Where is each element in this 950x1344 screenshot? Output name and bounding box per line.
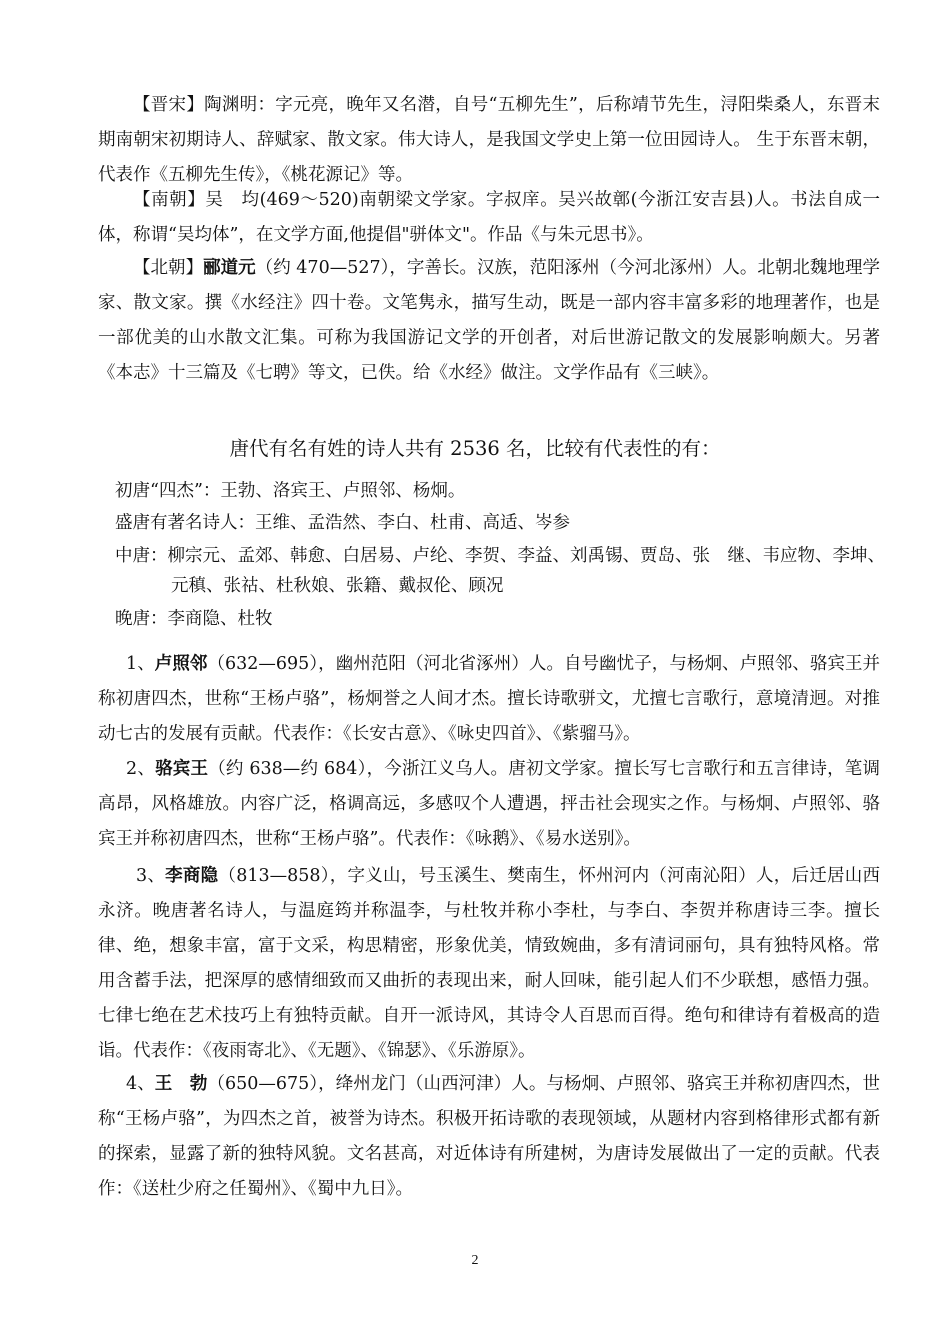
group-names: 柳宗元、孟郊、韩愈、白居易、卢纶、李贺、李益、刘禹锡、贾岛、张 继、韦应物、李坤、元稹、张祜、杜秋娘、张籍、戴叔伦、顾况: [167, 546, 885, 596]
poet-text: （632—695），幽州范阳（河北省涿州）人。自号幽忧子，与杨炯、卢照邻、骆宾王并称初唐四杰，世称“王杨卢骆”，杨炯誉之人间才杰。擅长诗歌骈文，尤擅七言歌行，意境清迥。对推动七古的发展有贡献。代表作：《长安古意》、《咏史四首》、《紫骝马》。: [98, 654, 881, 744]
poet-name: 陶渊明: [204, 95, 258, 115]
poet-name: 吴 均: [205, 190, 260, 210]
group-names: 李商隐、杜牧: [167, 609, 273, 629]
poet-text: （约 638—约 684），今浙江义乌人。唐初文学家。擅长写七言歌行和五言律诗，笔调高昂，风格雄放。内容广泛，格调高远，多感叹个人遭遇，抨击社会现实之作。与杨炯、卢照邻、骆宾王并称初唐四杰，世称“王杨卢骆”。代表作：《咏鹅》、《易水送别》。: [98, 759, 880, 849]
group-late-tang: [115, 604, 885, 634]
intro-text: ：字元亮，晚年又名潜，自号“五柳先生”，后称靖节先生，浔阳柴桑人，东晋末期南朝宋初期诗人、辞赋家、散文家。伟大诗人，是我国文学史上第一位田园诗人。 生于东晋末朝，代表作《五柳先生传》，《桃花源记》等。: [98, 95, 881, 185]
poet-name: 骆宾王: [155, 759, 209, 779]
intro-paragraph-jinsong: [98, 88, 880, 193]
entry-number: 4、: [126, 1074, 155, 1094]
group-early-tang: [115, 476, 885, 506]
intro-paragraph-nanchao: [98, 183, 880, 253]
group-label: 初唐“四杰”：: [115, 481, 221, 501]
intro-paragraph-beichao: [98, 251, 880, 391]
poet-name: 卢照邻: [154, 654, 208, 674]
dynasty-tag: 【南朝】: [133, 190, 206, 210]
group-mid-tang: [115, 541, 885, 601]
intro-text: (469～520)南朝梁文学家。字叔庠。吴兴故鄣(今浙江安吉县)人。书法自成一体，称谓“吴均体”，在文学方面,他提倡"骈体文"。作品《与朱元思书》。: [98, 190, 881, 245]
intro-text: （约 470—527），字善长。汉族，范阳涿州（今河北涿州）人。北朝北魏地理学家、散文家。撰《水经注》四十卷。文笔隽永，描写生动，既是一部内容丰富多彩的地理著作，也是一部优美的山水散文汇集。可称为我国游记文学的开创者，对后世游记散文的发展影响颇大。另著《本志》十三篇及《七聘》等文，已佚。给《水经》做注。文学作品有《三峡》。: [98, 258, 881, 383]
poet-entry-2: [98, 752, 880, 857]
tang-heading: 唐代有名有姓的诗人共有 2536 名，比较有代表性的有：: [229, 437, 721, 460]
entry-number: 1、: [126, 654, 155, 674]
group-label: 盛唐有著名诗人：: [115, 513, 255, 533]
dynasty-tag: 【北朝】: [133, 258, 204, 278]
poet-name: 李商隐: [165, 866, 219, 886]
entry-number: 2、: [126, 759, 156, 779]
dynasty-tag: 【晋宋】: [133, 95, 205, 115]
entry-number: 3、: [136, 866, 166, 886]
group-high-tang: [115, 508, 885, 538]
poet-text: （650—675），绛州龙门（山西河津）人。与杨炯、卢照邻、骆宾王并称初唐四杰，世称“王杨卢骆”，为四杰之首，被誉为诗杰。积极开拓诗歌的表现领域，从题材内容到格律形式都有新的探索，显露了新的独特风貌。文名甚高，对近体诗有所建树，为唐诗发展做出了一定的贡献。代表作：《送杜少府之任蜀州》、《蜀中九日》。: [98, 1074, 881, 1199]
poet-entry-4: [98, 1067, 880, 1207]
page-number: 2: [471, 1253, 479, 1268]
poet-name: 王 勃: [154, 1074, 208, 1094]
group-label: 中唐：: [115, 546, 168, 566]
poet-entry-1: [98, 647, 880, 752]
poet-text: （813—858），字义山，号玉溪生、樊南生，怀州河内（河南沁阳）人，后迁居山西永济。晚唐著名诗人，与温庭筠并称温李，与杜牧并称小李杜，与李白、李贺并称唐诗三李。擅长律、绝，想象丰富，富于文采，构思精密，形象优美，情致婉曲，多有清词丽句，具有独特风格。常用含蓄手法，把深厚的感情细致而又曲折的表现出来，耐人回味，能引起人们不少联想，感悟力强。七律七绝在艺术技巧上有独特贡献。自开一派诗风，其诗令人百思而百得。绝句和律诗有着极高的造诣。代表作：《夜雨寄北》、《无题》、《锦瑟》、《乐游原》。: [98, 866, 880, 1061]
group-label: 晚唐：: [115, 609, 168, 629]
group-names: 王勃、洛宾王、卢照邻、杨炯。: [220, 481, 466, 501]
poet-name: 郦道元: [203, 258, 256, 278]
group-names: 王维、孟浩然、李白、杜甫、高适、岑参: [255, 513, 570, 533]
poet-entry-3: [98, 859, 880, 1069]
